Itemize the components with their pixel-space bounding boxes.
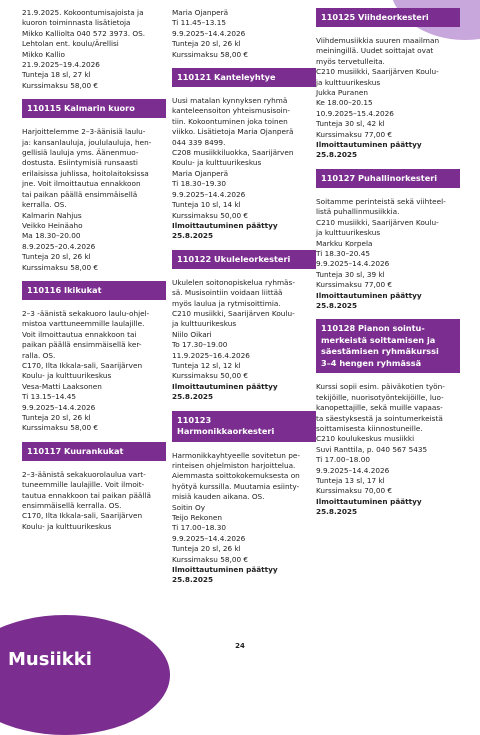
text-line: 9.9.2025–14.4.2026 — [172, 533, 246, 543]
column-1 — [22, 8, 166, 532]
text-line: Harmonikkayhtyeelle sovitetun pe- — [172, 450, 300, 460]
text-line: Ti 18.30–20.45 — [316, 248, 371, 258]
deadline-date: 25.8.2025 — [316, 150, 358, 160]
text-line: Ti 11.45–13.15 — [172, 18, 227, 28]
text-line: 21.9.2025–19.4.2026 — [22, 60, 100, 70]
text-line: Ma 18.30–20.00 — [22, 231, 81, 241]
text-line: Kurssimaksu 70,00 € — [316, 486, 393, 496]
text-line: Jukka Puranen — [316, 88, 368, 98]
text-line: myös laulua ja rytmisoittimia. — [172, 298, 281, 308]
text-line: Kurssimaksu 58,00 € — [172, 554, 249, 564]
text-line: Kurssimaksu 77,00 € — [316, 280, 393, 290]
text-line: 9.9.2025–14.4.2026 — [316, 465, 390, 475]
text-line: Ke 18.00–20.15 — [316, 98, 373, 108]
text-line: 8.9.2025–20.4.2026 — [22, 241, 96, 251]
text-line: viikko. Lisätietoja Maria Ojanperä — [172, 127, 294, 137]
text-line: Koulu- ja kulttuurikeskus — [22, 521, 112, 531]
deadline-label: Ilmoittautuminen päättyy — [316, 290, 422, 300]
text-line: Ti 18.30–19.30 — [172, 179, 227, 189]
text-line: Mikko Kallio — [22, 49, 65, 59]
text-line: Tunteja 20 sl, 26 kl — [172, 39, 241, 49]
text-line: kanteleensoiton yhteismusisoin- — [172, 106, 290, 116]
course-heading: 110117 Kuurankukat — [22, 442, 166, 461]
text-line: misiä kauden aikana. OS. — [172, 492, 265, 502]
text-line: Tunteja 30 sl, 39 kl — [316, 269, 385, 279]
text-line: Tunteja 20 sl, 26 kl — [22, 252, 91, 262]
course-heading: 110122 Ukuleleorkesteri — [172, 250, 316, 269]
text-line: Tunteja 20 sl, 26 kl — [22, 413, 91, 422]
text-line: hyötyä kurssilla. Muutamia esiinty- — [172, 481, 300, 491]
deadline-label: Ilmoittautuminen päättyy — [172, 381, 278, 391]
text-line: Harjoittelemme 2–3-äänisiä laulu- — [22, 127, 146, 137]
text-line: jne. Voit ilmoittautua ennakkoon — [22, 179, 141, 189]
text-line: Kurssimaksu 58,00 € — [172, 49, 249, 59]
text-line: Mikko Kalliolta 040 572 3973. OS. — [22, 28, 146, 38]
text-line: Kurssimaksu 50,00 € — [172, 371, 249, 381]
text-line: Kurssimaksu 77,00 € — [316, 129, 393, 139]
text-line: kuoron toiminnasta lisätietoja — [22, 18, 131, 28]
deadline-label: Ilmoittautuminen päättyy — [316, 496, 422, 506]
course-heading — [172, 411, 316, 442]
text-line: Tunteja 30 sl, 42 kl — [316, 119, 385, 129]
heading-line: 3–4 hengen ryhmässä — [321, 357, 422, 368]
text-line: 2–3-äänistä sekakuorolaulua vart- — [22, 469, 146, 479]
heading-line: säestämisen ryhmäkurssi — [321, 346, 439, 357]
text-line: Maria Ojanperä — [172, 168, 229, 178]
text-line: 11.9.2025–16.4.2026 — [172, 350, 250, 360]
text-line: Niilo Oikari — [172, 329, 212, 339]
text-line: Tunteja 13 sl, 17 kl — [316, 476, 385, 485]
text-line: Tunteja 18 sl, 27 kl — [22, 70, 91, 80]
course-block — [172, 96, 316, 242]
text-line: Ti 17.00–18.30 — [172, 523, 227, 533]
deadline-date: 25.8.2025 — [316, 507, 358, 517]
course-block — [22, 127, 166, 273]
course-heading: 110115 Kalmarin kuoro — [22, 99, 166, 118]
column-3 — [316, 8, 460, 518]
text-line: ja kulttuurikeskus — [316, 77, 381, 87]
text-line: ja kulttuurikeskus — [172, 319, 237, 329]
text-line: 044 339 8499. — [172, 137, 226, 147]
text-line: C210 musiikki, Saarijärven Koulu- — [172, 308, 295, 318]
text-line: erilaisissa juhlissa, hoitolaitoksissa — [22, 168, 149, 178]
text-line: Kurssimaksu 58,00 € — [22, 423, 99, 433]
text-line: kanopettajille, sekä muille vapaas- — [316, 403, 443, 413]
text-line: Tunteja 12 sl, 12 kl — [172, 360, 241, 370]
text-line: 10.9.2025–15.4.2026 — [316, 108, 394, 118]
column-2 — [172, 8, 316, 586]
text-line: Suvi Ranttila, p. 040 567 5435 — [316, 444, 428, 454]
text-line: meiningillä. Uudet soittajat ovat — [316, 46, 434, 56]
text-line: To 17.30–19.00 — [172, 340, 228, 350]
text-line: Teijo Rekonen — [172, 513, 222, 523]
text-line: Koulu- ja kulttuurikeskus — [22, 371, 112, 381]
deadline-label: Ilmoittautuminen päättyy — [316, 140, 422, 150]
text-line: Soitin Oy — [172, 502, 206, 512]
text-line: C170, Ilta Ikkala-sali, Saarijärven — [22, 511, 143, 521]
text-line: gellisiä lauluja yms. Äänenmuo- — [22, 148, 139, 158]
text-line: Kurssimaksu 58,00 € — [22, 262, 99, 272]
section-label: Musiikki — [8, 649, 92, 670]
deadline-date: 25.8.2025 — [316, 300, 358, 310]
deadline-label: Ilmoittautuminen päättyy — [172, 565, 278, 575]
text-line: myös tervetulleita. — [316, 56, 385, 66]
text-line: Aiemmasta soittokokemuksesta on — [172, 471, 300, 481]
heading-line: merkeistä soittamisen ja — [321, 334, 436, 345]
text-line: ralla. OS. — [22, 350, 56, 360]
text-line: 2–3 -äänistä sekakuoro laulu-ohjel- — [22, 308, 150, 318]
text-line: 9.9.2025–14.4.2026 — [172, 28, 246, 38]
text-line: Kurssi sopii esim. päiväkotien työn- — [316, 382, 445, 392]
text-line: Viihdemusiikkia suuren maailman — [316, 36, 440, 45]
course-block — [316, 36, 460, 161]
intro-block — [172, 8, 316, 60]
text-line: listä puhallinmusiikkia. — [316, 207, 400, 217]
deadline-date: 25.8.2025 — [172, 575, 214, 585]
text-line: ensimmäisellä kerralla. OS. — [22, 501, 122, 511]
text-line: Vesa-Matti Laaksonen — [22, 381, 102, 391]
text-line: Lehtolan ent. koulu/Ärellisi — [22, 39, 119, 49]
text-line: rinteisen ohjelmiston harjoittelua. — [172, 461, 296, 470]
text-line: Ukulelen soitonopiskelua ryhmäs- — [172, 277, 295, 287]
text-line: paikan päällä ensimmäisellä ker- — [22, 340, 142, 350]
course-block — [22, 309, 166, 434]
deadline-date: 25.8.2025 — [172, 392, 214, 402]
text-line: 21.9.2025. Kokoontumisajoista ja — [22, 8, 144, 17]
text-line: tekijöille, nuorisotyöntekijöille, luo- — [316, 392, 444, 402]
text-line: Kurssimaksu 50,00 € — [172, 210, 249, 220]
text-line: 9.9.2025–14.4.2026 — [22, 402, 96, 412]
text-line: tuneemmille laulajille. Voit ilmoit- — [22, 480, 145, 490]
text-line: Kurssimaksu 58,00 € — [22, 80, 99, 90]
band-decoration — [0, 615, 170, 735]
text-line: Voit ilmoittautua ennakkoon tai — [22, 329, 137, 339]
heading-line: 110123 — [177, 414, 212, 425]
text-line: dostusta. Esiintymisiä runsaasti — [22, 158, 138, 168]
text-line: Maria Ojanperä — [172, 8, 229, 17]
course-heading: 110116 Ikikukat — [22, 281, 166, 300]
course-heading: 110125 Viihdeorkesteri — [316, 8, 460, 27]
text-line: tautua ennakkoon tai paikan päällä — [22, 490, 151, 500]
text-line: mistoa varttuneemmille laulajille. — [22, 319, 145, 329]
text-line: C208 musiikkiluokka, Saarijärven — [172, 148, 294, 158]
text-line: sä. Musisointiin voidaan liittää — [172, 288, 283, 298]
text-line: Kalmarin Nahjus — [22, 210, 82, 220]
deadline-date: 25.8.2025 — [172, 231, 214, 241]
course-block — [22, 470, 166, 532]
text-line: C210 koulukeskus musiikki — [316, 434, 415, 444]
course-block — [172, 451, 316, 586]
text-line: Markku Korpela — [316, 238, 373, 248]
text-line: Tunteja 10 sl, 14 kl — [172, 200, 241, 210]
text-line: Ti 17.00–18.00 — [316, 455, 371, 465]
text-line: 9.9.2025–14.4.2026 — [316, 259, 390, 269]
course-heading: 110121 Kanteleyhtye — [172, 68, 316, 87]
text-line: ja kulttuurikeskus — [316, 228, 381, 238]
text-line: ja: kansanlauluja, joululauluja, hen- — [22, 137, 152, 147]
text-line: Tunteja 20 sl, 26 kl — [172, 544, 241, 554]
text-line: Veikko Heinäaho — [22, 220, 83, 230]
text-line: Ti 13.15–14.45 — [22, 392, 77, 402]
text-line: ta säestyksestä ja sointumerkeistä — [316, 413, 443, 423]
text-line: Koulu- ja kulttuurikeskus — [172, 158, 262, 168]
text-line: Soitamme perinteistä sekä viihteel- — [316, 196, 446, 206]
intro-block — [22, 8, 166, 91]
text-line: tiin. Kokoontuminen joka toinen — [172, 116, 288, 126]
heading-line: Harmonikkaorkesteri — [177, 426, 275, 437]
text-line: kerralla. OS. — [22, 200, 67, 210]
course-heading — [316, 319, 460, 373]
text-line: C210 musiikki, Saarijärven Koulu- — [316, 67, 439, 77]
page-number: 24 — [235, 642, 245, 650]
course-block — [316, 197, 460, 311]
text-line: 9.9.2025–14.4.2026 — [172, 189, 246, 199]
deadline-label: Ilmoittautuminen päättyy — [172, 220, 278, 230]
text-line: C170, Ilta Ikkala-sali, Saarijärven — [22, 360, 143, 370]
course-block — [316, 382, 460, 517]
course-block — [172, 278, 316, 403]
text-line: tai paikan päällä ensimmäisellä — [22, 189, 138, 199]
course-heading: 110127 Puhallinorkesteri — [316, 169, 460, 188]
text-line: soittamisesta kiinnostuneille. — [316, 423, 423, 433]
heading-line: 110128 Pianon sointu- — [321, 323, 425, 334]
text-line: Uusi matalan kynnyksen ryhmä — [172, 96, 288, 106]
text-line: C210 musiikki, Saarijärven Koulu- — [316, 217, 439, 227]
